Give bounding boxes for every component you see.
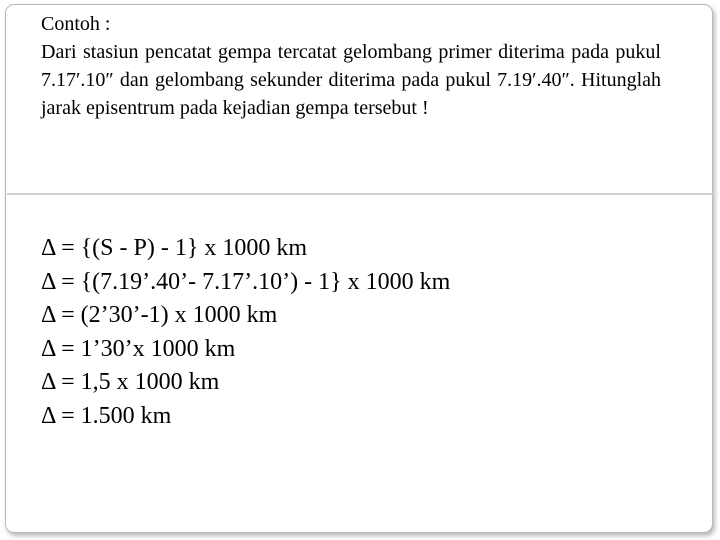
example-heading: Contoh : — [41, 13, 111, 35]
equation-line: Δ = 1.500 km — [41, 402, 172, 429]
equation-line: Δ = (2’30’-1) x 1000 km — [41, 302, 278, 328]
problem-section — [41, 10, 661, 122]
section-divider — [7, 193, 713, 195]
equation-line: Δ = {(S - P) - 1} x 1000 km — [41, 235, 308, 261]
equation-line: Δ = 1,5 x 1000 km — [41, 369, 220, 395]
equation-line: Δ = {(7.19’.40’- 7.17’.10’) - 1} x 1000 km — [41, 268, 451, 295]
solution-steps — [41, 232, 681, 433]
equation-line: Δ = 1’30’x 1000 km — [41, 335, 236, 362]
problem-text: Dari stasiun pencatat gempa tercatat gelombang primer diterima pada pukul 7.17′.10″ dan gelombang sekunder diterima pada pukul 7.19′.40″. Hitunglah jarak episentrum pada kejadian gempa tersebut ! — [41, 41, 661, 119]
